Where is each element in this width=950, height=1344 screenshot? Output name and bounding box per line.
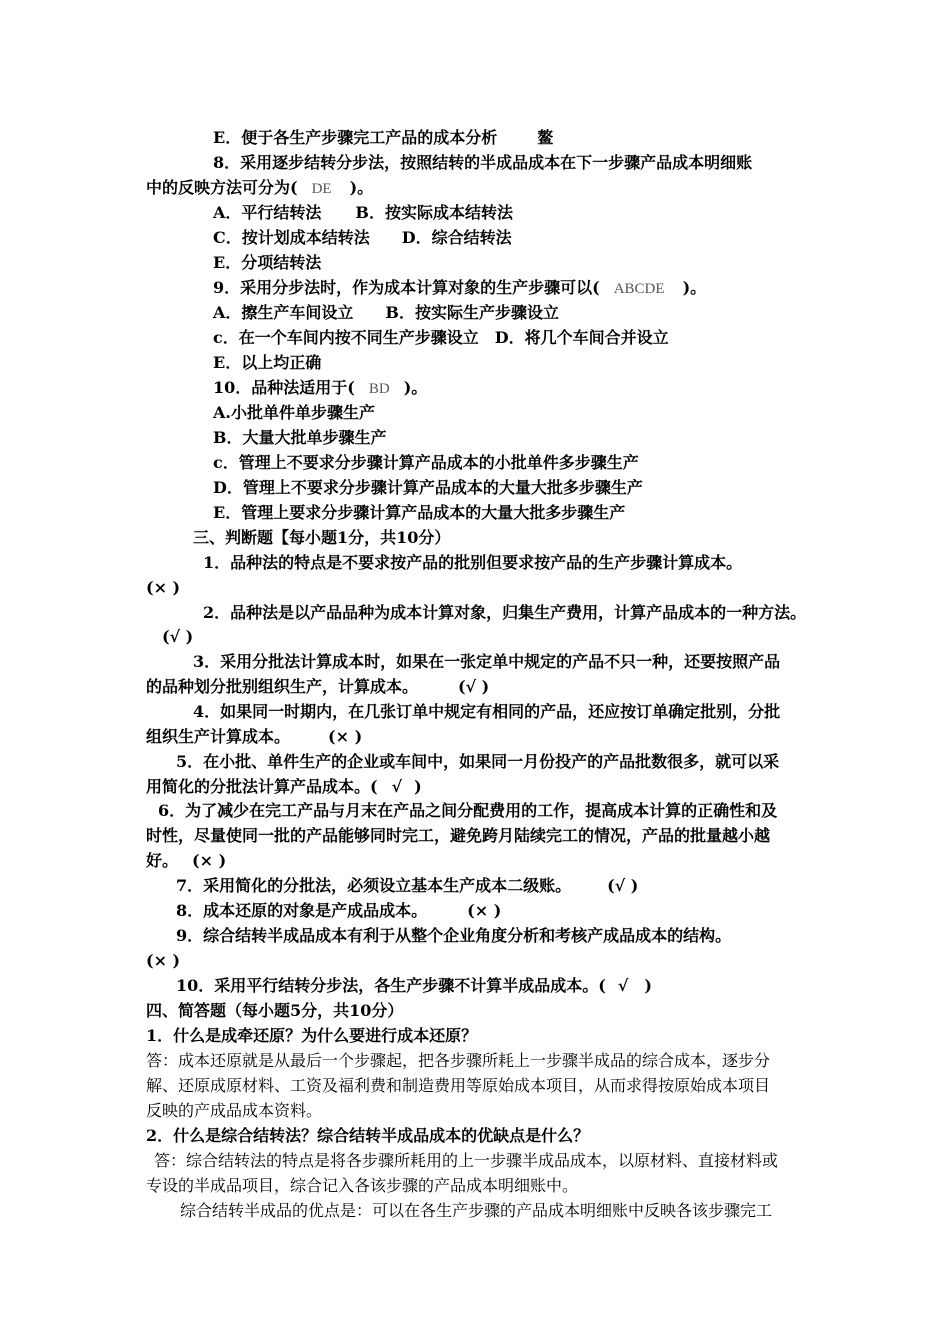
j2-line1: 2．品种法是以产品品种为成本计算对象，归集生产费用，计算产品成本的一种方法。: [203, 603, 807, 622]
j4-line1: 4．如果同一时期内，在几张订单中规定有相同的产品，还应按订单确定批别，分批: [193, 702, 781, 721]
stem-text: 9．采用分步法时，作为成本计算对象的生产步骤可以(: [213, 278, 600, 297]
sa2-answer-line2: 专设的半成品项目，综合记入各该步骤的产品成本明细账中。: [146, 1176, 579, 1195]
q10-option-b: B．大量大批单步骤生产: [213, 428, 387, 447]
q10-stem: [213, 378, 427, 399]
q10-option-c: c．管理上不要求分步骤计算产品成本的小批单件多步骤生产: [213, 453, 639, 472]
judge-mark: (√ ): [607, 876, 639, 895]
q8-stem-line2: [146, 178, 373, 199]
stray-char: 鳌: [537, 128, 554, 147]
option-b: B．按实际成本结转法: [355, 203, 513, 222]
j6-line3: [146, 851, 226, 871]
section3-title: 三、判断题【每小题1分，共10分）: [193, 528, 451, 547]
q8-options-cd: [213, 228, 512, 248]
line-text: 7．采用简化的分批法，必须设立基本生产成本二级账。: [176, 876, 572, 895]
j1-mark: (× ): [146, 578, 181, 597]
j7-line1: [176, 876, 638, 896]
j9-mark: (× ): [146, 951, 181, 970]
line-text: 10．采用平行结转分步法，各生产步骤不计算半成品成本。(: [176, 976, 606, 995]
q7-option-e: [213, 128, 553, 148]
j6-line1: 6．为了减少在完工产品与月末在产品之间分配费用的工作，提高成本计算的正确性和及: [158, 801, 778, 820]
j1-line1: 1．品种法的特点是不要求按产品的批别但要求按产品的生产步骤计算成本。: [203, 553, 743, 572]
stem-end: )。: [403, 378, 428, 397]
j9-line1: 9．综合结转半成品成本有利于从整个企业角度分析和考核产成品成本的结构。: [176, 926, 732, 945]
line-text: 好。: [146, 851, 179, 870]
q9-option-e: E．以上均正确: [213, 353, 322, 372]
option-text: E．便于各生产步骤完工产品的成本分析: [213, 128, 498, 147]
q10-option-d: D．管理上不要求分步骤计算产品成本的大量大批多步骤生产: [213, 478, 643, 497]
j6-line2: 时性，尽量使同一批的产品能够同时完工，避免跨月陆续完工的情况，产品的批量越小越: [146, 826, 771, 845]
sa1-question: 1．什么是成牵还原？为什么要进行成本还原？: [146, 1026, 478, 1045]
q9-options-ab: [213, 303, 559, 323]
stem-end: )。: [349, 178, 374, 197]
option-c: c．在一个车间内按不同生产步骤设立: [213, 328, 479, 347]
stem-text: 中的反映方法可分为(: [146, 178, 298, 197]
j5-line2: [146, 777, 422, 797]
q10-option-e: E．管理上要求分步骤计算产品成本的大量大批多步骤生产: [213, 503, 626, 522]
sa2-question: 2．什么是综合结转法？综合结转半成品成本的优缺点是什么？: [146, 1126, 590, 1145]
q8-option-e: E．分项结转法: [213, 253, 322, 272]
sa1-answer-line2: 解、还原成原材料、工资及福利费和制造费用等原始成本项目，从而求得按原始成本项目: [146, 1076, 771, 1095]
option-a: A．擦生产车间设立: [213, 303, 354, 322]
sa2-answer-line3: 综合结转半成品的优点是：可以在各生产步骤的产品成本明细账中反映各该步骤完工: [180, 1201, 773, 1220]
line-text: 8．成本还原的对象是产成品成本。: [176, 901, 428, 920]
sa2-answer-line1: 答：综合结转法的特点是将各步骤所耗用的上一步骤半成品成本，以原材料、直接材料或: [154, 1151, 779, 1170]
judge-mark: (√ ): [458, 677, 490, 696]
q9-stem: [213, 278, 706, 299]
j2-mark: (√ ): [162, 627, 194, 646]
q10-option-a: A.小批单件单步骤生产: [213, 403, 375, 422]
paren-end: ): [644, 976, 652, 995]
stem-end: )。: [682, 278, 707, 297]
line-text: 用简化的分批法计算产品成本。(: [146, 777, 378, 796]
option-d: D．将几个车间合并设立: [494, 328, 669, 347]
line-text: 的品种划分批别组织生产，计算成本。: [146, 677, 419, 696]
stem-text: 10．品种法适用于(: [213, 378, 355, 397]
q9-options-cd: [213, 328, 669, 348]
q8-options-ab: [213, 203, 513, 223]
judge-mark: √: [391, 777, 403, 796]
paren-end: ): [414, 777, 422, 796]
j3-line2: [146, 677, 489, 697]
answer-text: DE: [311, 181, 332, 197]
option-c: C．按计划成本结转法: [213, 228, 370, 247]
j8-line1: [176, 901, 501, 921]
section4-title: 四、简答题（每小题5分，共10分）: [146, 1001, 404, 1020]
judge-mark: (× ): [192, 851, 227, 870]
option-a: A．平行结转法: [213, 203, 322, 222]
j4-line2: [146, 727, 362, 747]
option-d: D．综合结转法: [401, 228, 512, 247]
j3-line1: 3．采用分批法计算成本时，如果在一张定单中规定的产品不只一种，还要按照产品: [193, 652, 781, 671]
judge-mark: (× ): [328, 727, 363, 746]
judge-mark: √: [617, 976, 629, 995]
line-text: 组织生产计算成本。: [146, 727, 291, 746]
sa1-answer-line3: 反映的产成品成本资料。: [146, 1101, 323, 1120]
j10-line1: [176, 976, 652, 996]
sa1-answer-line1: 答：成本还原就是从最后一个步骤起，把各步骤所耗上一步骤半成品的综合成本，逐步分: [146, 1051, 771, 1070]
q8-stem-line1: 8．采用逐步结转分步法，按照结转的半成品成本在下一步骤产品成本明细账: [213, 153, 753, 172]
judge-mark: (× ): [467, 901, 502, 920]
answer-text: BD: [368, 381, 390, 397]
option-b: B．按实际生产步骤设立: [385, 303, 559, 322]
answer-text: ABCDE: [613, 281, 665, 297]
j5-line1: 5．在小批、单件生产的企业或车间中，如果同一月份投产的产品批数很多，就可以采: [176, 752, 780, 771]
